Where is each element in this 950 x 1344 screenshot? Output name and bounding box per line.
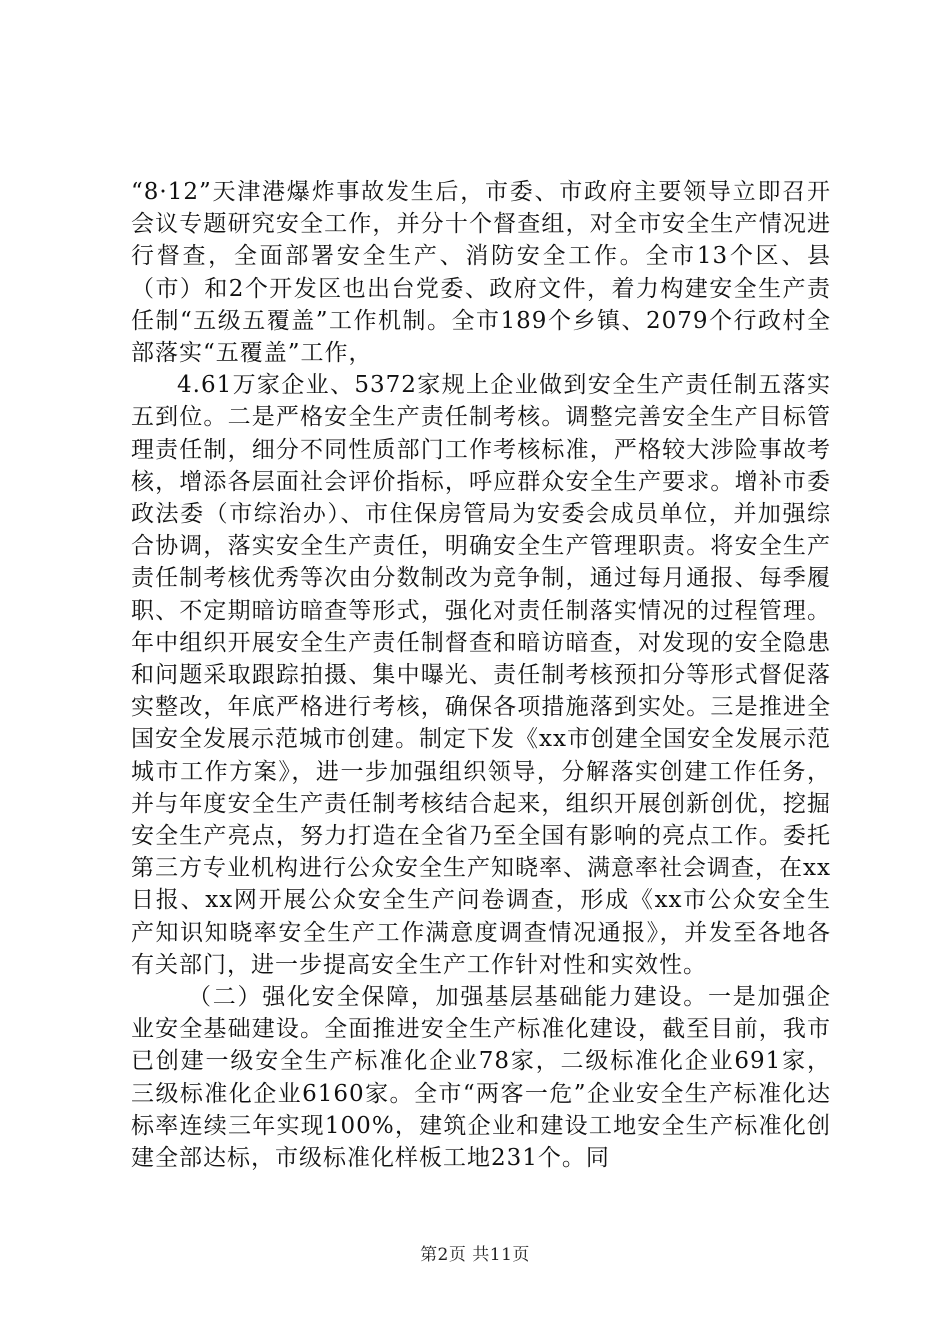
paragraph-1: “8·12”天津港爆炸事故发生后，市委、市政府主要领导立即召开会议专题研究安全工作，并分十个督查组，对全市安全生产情况进行督查，全面部署安全生产、消防安全工作。全市13个区、县（市）和2个开发区也出台党委、政府文件，着力构建安全生产责任制“五级五覆盖”工作机制。全市189个乡镇、2079个行政村全部落实“五覆盖”工作， — [131, 179, 831, 367]
body-text — [131, 176, 831, 1174]
page-footer: 第2页 共11页 — [420, 1245, 530, 1265]
paragraph-2: 4.61万家企业、5372家规上企业做到安全生产责任制五落实五到位。二是严格安全生产责任制考核。调整完善安全生产目标管理责任制，细分不同性质部门工作考核标准，严格较大涉险事故考核，增添各层面社会评价指标，呼应群众安全生产要求。增补市委政法委（市综治办）、市住保房管局为安委会成员单位，并加强综合协调，落实安全生产责任，明确安全生产管理职责。将安全生产责任制考核优秀等次由分数制改为竞争制，通过每月通报、每季履职、不定期暗访暗查等形式，强化对责任制落实情况的过程管理。年中组织开展安全生产责任制督查和暗访暗查，对发现的安全隐患和问题采取跟踪拍摄、集中曝光、责任制考核预扣分等形式督促落实整改，年底严格进行考核，确保各项措施落到实处。三是推进全国安全发展示范城市创建。制定下发《xx市创建全国安全发展示范城市工作方案》，进一步加强组织领导，分解落实创建工作任务，并与年度安全生产责任制考核结合起来，组织开展创新创优，挖掘安全生产亮点，努力打造在全省乃至全国有影响的亮点工作。委托第三方专业机构进行公众安全生产知晓率、满意率社会调查，在xx日报、xx网开展公众安全生产问卷调查，形成《xx市公众安全生产知识知晓率安全生产工作满意度调查情况通报》，并发至各地各有关部门，进一步提高安全生产工作针对性和实效性。 — [131, 372, 831, 978]
paragraph-3: （二）强化安全保障，加强基层基础能力建设。一是加强企业安全基础建设。全面推进安全生产标准化建设，截至目前，我市已创建一级安全生产标准化企业78家，二级标准化企业691家，三级标准化企业6160家。全市“两客一危”企业安全生产标准化达标率连续三年实现100%，建筑企业和建设工地安全生产标准化创建全部达标，市级标准化样板工地231个。同 — [131, 984, 831, 1172]
